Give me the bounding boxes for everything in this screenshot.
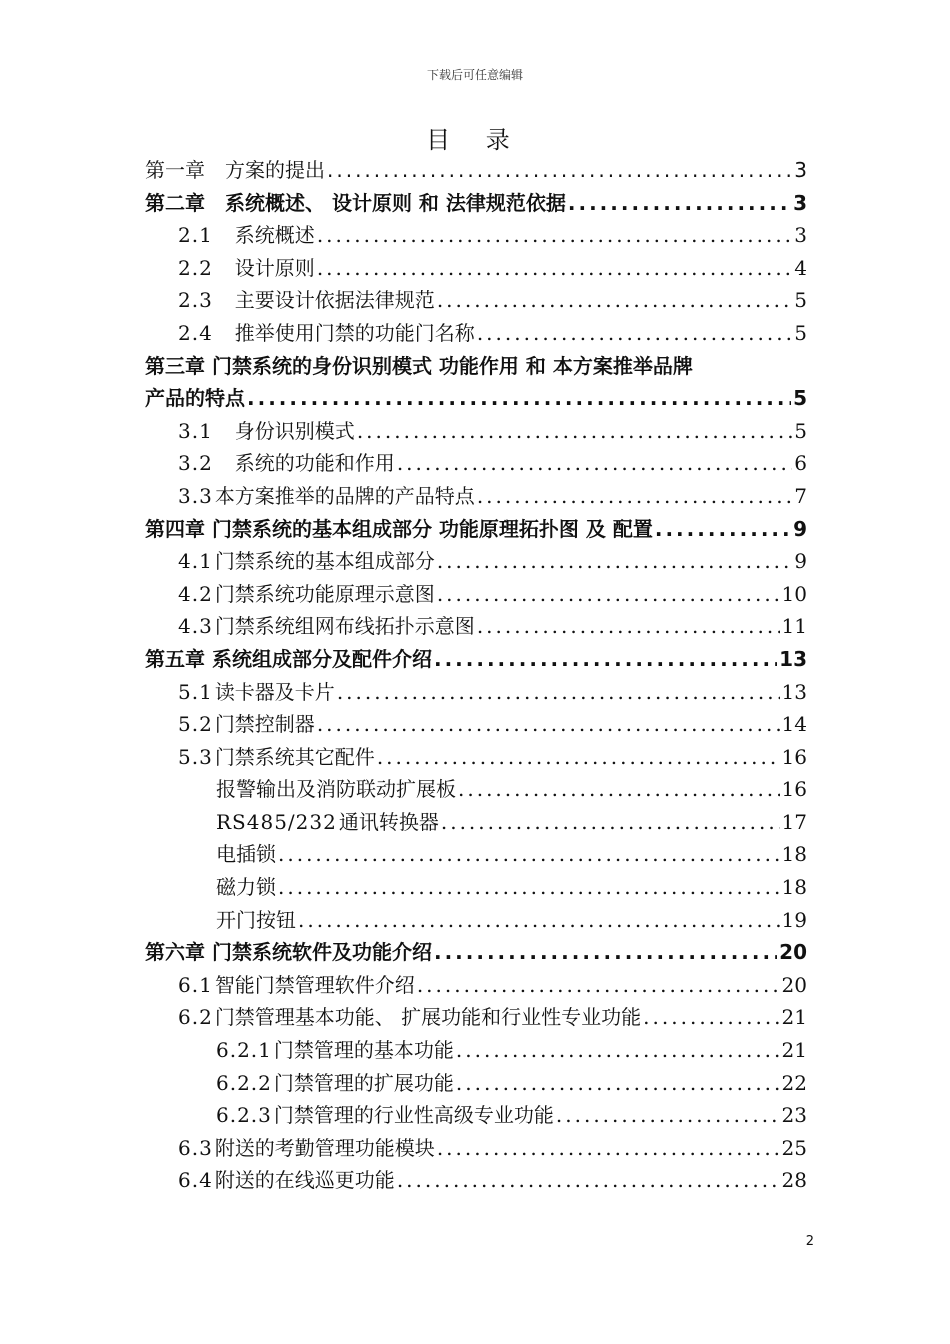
toc-entry-page: 3: [794, 158, 807, 182]
dot-leader: [437, 545, 792, 578]
toc-entry[interactable]: [145, 1067, 807, 1100]
toc-entry[interactable]: [145, 545, 807, 578]
dot-leader: [556, 1099, 780, 1132]
toc-entry-text: 第二章 系统概述、 设计原则 和 法律规范依据: [145, 190, 566, 215]
dot-leader: [298, 904, 780, 937]
toc-entry-number: 6.2.1: [216, 1038, 272, 1063]
dot-leader: [568, 187, 791, 220]
toc-entry[interactable]: [145, 773, 807, 806]
toc-entry-number: 4.1: [178, 549, 213, 574]
toc-entry-page: 14: [781, 712, 807, 737]
toc-entry-text: 第六章 门禁系统软件及功能介绍: [145, 940, 432, 965]
dot-leader: [337, 676, 780, 709]
toc-entry-number: 6.2.3: [216, 1103, 272, 1128]
toc-entry-page: 20: [779, 940, 807, 965]
toc-entry[interactable]: [145, 447, 807, 480]
toc-entry-text: 第一章 方案的提出: [145, 158, 325, 182]
toc-entry-text: 第三章 门禁系统的身份识别模式 功能作用 和 本方案推举品牌: [145, 353, 693, 378]
toc-entry[interactable]: [145, 252, 807, 285]
toc-entry-page: 13: [779, 646, 807, 671]
toc-entry-text: 门禁系统的基本组成部分: [214, 549, 435, 574]
toc-entry-page: 16: [781, 777, 807, 802]
toc-entry-text: 门禁控制器: [214, 712, 315, 737]
dot-leader: [357, 415, 792, 448]
toc-entry-text: 本方案推举的品牌的产品特点: [214, 483, 475, 508]
dot-leader: [456, 1034, 780, 1067]
toc-entry-text: 附送的在线巡更功能: [214, 1168, 395, 1193]
toc-entry-page: 3: [793, 190, 807, 215]
toc-entry-page: 18: [781, 875, 807, 900]
dot-leader: [437, 284, 792, 317]
toc-entry-number: 5.3: [178, 744, 213, 769]
toc-entry-number: 6.3: [178, 1135, 213, 1160]
toc-entry-text: 报警输出及消防联动扩展板: [216, 777, 456, 802]
toc-entry[interactable]: [145, 1164, 807, 1197]
dot-leader: [456, 1067, 780, 1100]
toc-entry-number: 6.1: [178, 972, 213, 997]
dot-leader: [397, 447, 792, 480]
dot-leader: [278, 838, 780, 871]
table-of-contents: [145, 154, 807, 1197]
toc-entry-page: 5: [794, 320, 807, 345]
toc-entry-text: 门禁系统功能原理示意图: [214, 581, 435, 606]
dot-leader: [655, 513, 791, 546]
toc-entry-page: 11: [781, 614, 807, 639]
toc-entry-page: 19: [781, 907, 807, 932]
toc-entry-number: 3.2: [178, 451, 213, 476]
toc-entry[interactable]: [145, 838, 807, 871]
dot-leader: [643, 1001, 779, 1034]
toc-entry-page: 23: [781, 1103, 807, 1128]
dot-leader: [434, 643, 777, 676]
toc-entry-text: 智能门禁管理软件介绍: [214, 972, 415, 997]
dot-leader: [458, 773, 780, 806]
toc-entry-page: 16: [781, 744, 807, 769]
toc-entry-number: 6.4: [178, 1168, 213, 1193]
toc-entry[interactable]: [145, 936, 807, 969]
toc-entry[interactable]: [145, 708, 807, 741]
toc-entry-page: 17: [781, 809, 807, 834]
toc-entry-text: 开门按钮: [216, 907, 296, 932]
toc-entry-text: 第五章 系统组成部分及配件介绍: [145, 646, 432, 671]
toc-entry[interactable]: [145, 741, 807, 774]
toc-entry-page: 6: [794, 451, 807, 476]
toc-entry-number: 5.2: [178, 712, 213, 737]
toc-entry-page: 25: [781, 1135, 807, 1160]
toc-entry-page: 9: [794, 549, 807, 574]
header-note: 下载后可任意编辑: [426, 68, 523, 82]
toc-entry-page: 20: [781, 972, 807, 997]
dot-leader: [247, 382, 791, 415]
toc-entry[interactable]: [145, 219, 807, 252]
toc-entry-text: 系统概述: [214, 223, 315, 248]
toc-entry[interactable]: [145, 643, 807, 676]
toc-entry-text: 推举使用门禁的功能门名称: [214, 320, 475, 345]
dot-leader: [377, 741, 780, 774]
toc-entry-page: 7: [794, 483, 807, 508]
toc-entry[interactable]: [145, 480, 807, 513]
toc-entry-page: 21: [781, 1038, 807, 1063]
toc-entry-number: 2.1: [178, 223, 213, 248]
toc-entry-number: RS485/232: [216, 809, 337, 834]
toc-entry-text: 读卡器及卡片: [214, 679, 335, 704]
toc-entry[interactable]: [145, 187, 807, 220]
toc-entry-number: 5.1: [178, 679, 213, 704]
toc-entry-text: 附送的考勤管理功能模块: [214, 1135, 435, 1160]
toc-entry-text: 门禁管理的基本功能: [273, 1038, 454, 1063]
toc-entry-text: 身份识别模式: [214, 418, 355, 443]
toc-entry-page: 4: [794, 255, 807, 280]
dot-leader: [477, 480, 792, 513]
toc-entry-page: 5: [794, 418, 807, 443]
toc-entry-text: 产品的特点: [145, 386, 245, 411]
toc-entry-page: 9: [793, 516, 807, 541]
toc-entry[interactable]: [145, 284, 807, 317]
toc-entry[interactable]: [145, 969, 807, 1002]
toc-entry-page: 22: [781, 1070, 807, 1095]
toc-entry[interactable]: [145, 382, 807, 415]
toc-entry-text: 门禁管理的行业性高级专业功能: [273, 1103, 554, 1128]
toc-entry[interactable]: [145, 676, 807, 709]
toc-entry[interactable]: [145, 871, 807, 904]
dot-leader: [434, 936, 777, 969]
dot-leader: [317, 219, 792, 252]
toc-entry-text: 系统的功能和作用: [214, 451, 395, 476]
toc-entry-text: 通讯转换器: [338, 809, 439, 834]
toc-entry-number: 3.3: [178, 483, 213, 508]
toc-entry-text: 门禁管理的扩展功能: [273, 1070, 454, 1095]
toc-entry-page: 28: [781, 1168, 807, 1193]
toc-entry-text: 主要设计依据法律规范: [214, 288, 435, 313]
toc-entry-number: 4.3: [178, 614, 213, 639]
toc-entry[interactable]: [145, 317, 807, 350]
toc-entry-number: 2.2: [178, 255, 213, 280]
toc-entry-page: 21: [781, 1005, 807, 1030]
dot-leader: [278, 871, 780, 904]
dot-leader: [477, 610, 780, 643]
toc-entry[interactable]: [145, 154, 807, 187]
toc-title: 目 录: [426, 126, 524, 154]
dot-leader: [317, 252, 792, 285]
toc-entry-number: 3.1: [178, 418, 213, 443]
toc-entry[interactable]: [145, 350, 807, 383]
toc-entry-text: 门禁系统组网布线拓扑示意图: [214, 614, 475, 639]
dot-leader: [477, 317, 792, 350]
toc-entry-number: 6.2: [178, 1005, 213, 1030]
toc-entry-number: 6.2.2: [216, 1070, 272, 1095]
dot-leader: [437, 1132, 780, 1165]
toc-entry-page: 3: [794, 223, 807, 248]
toc-entry[interactable]: [145, 806, 807, 839]
toc-entry-text: 设计原则: [214, 255, 315, 280]
toc-entry-text: 门禁管理基本功能、 扩展功能和行业性专业功能: [214, 1005, 642, 1030]
toc-entry[interactable]: [145, 1132, 807, 1165]
toc-entry[interactable]: [145, 578, 807, 611]
toc-entry[interactable]: [145, 904, 807, 937]
toc-entry-page: 13: [781, 679, 807, 704]
toc-entry[interactable]: [145, 1099, 807, 1132]
toc-entry[interactable]: [145, 610, 807, 643]
toc-entry-text: 磁力锁: [216, 875, 276, 900]
dot-leader: [437, 578, 780, 611]
toc-entry[interactable]: [145, 415, 807, 448]
dot-leader: [327, 154, 792, 187]
toc-entry-number: 4.2: [178, 581, 213, 606]
page-number: 2: [805, 1234, 814, 1249]
toc-entry-page: 5: [793, 386, 807, 411]
dot-leader: [317, 708, 780, 741]
dot-leader: [441, 806, 780, 839]
toc-entry[interactable]: [145, 1034, 807, 1067]
dot-leader: [397, 1164, 780, 1197]
toc-entry-number: 2.4: [178, 320, 213, 345]
toc-entry-text: 门禁系统其它配件: [214, 744, 375, 769]
toc-entry-page: 5: [794, 288, 807, 313]
toc-entry-text: 电插锁: [216, 842, 276, 867]
toc-entry[interactable]: [145, 513, 807, 546]
dot-leader: [417, 969, 780, 1002]
toc-entry-number: 2.3: [178, 288, 213, 313]
toc-entry-page: 10: [781, 581, 807, 606]
toc-entry-page: 18: [781, 842, 807, 867]
toc-entry-text: 第四章 门禁系统的基本组成部分 功能原理拓扑图 及 配置: [145, 516, 653, 541]
toc-entry[interactable]: [145, 1001, 807, 1034]
